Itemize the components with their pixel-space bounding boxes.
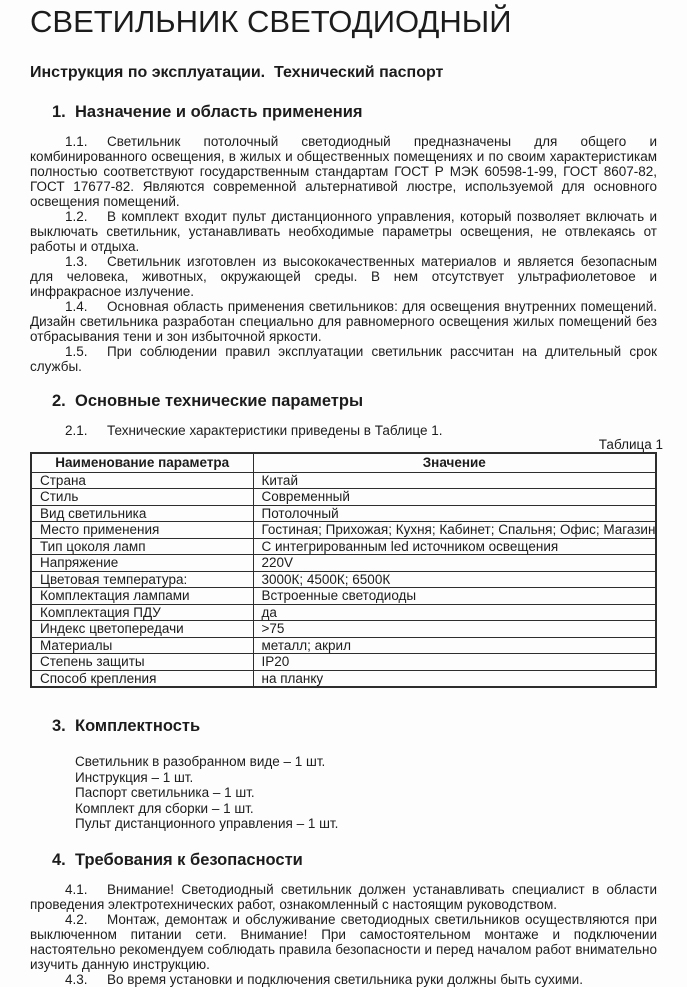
cell-parameter: Место применения (31, 522, 253, 539)
paragraph-4-1 (30, 882, 657, 912)
cell-value: >75 (253, 621, 656, 638)
cell-value: Гостиная; Прихожая; Кухня; Кабинет; Спальня; Офис; Магазин (253, 522, 656, 539)
cell-parameter: Материалы (31, 637, 253, 654)
section-2-title: Основные технические параметры (75, 392, 364, 410)
section-4-number: 4. (52, 850, 66, 869)
paragraph-2-1-text: Технические характеристики приведены в Таблице 1. (107, 423, 443, 438)
list-item: Инструкция – 1 шт. (75, 769, 194, 785)
cell-parameter: Цветовая температура: (31, 571, 253, 588)
paragraph-1-1-number: 1.1. (65, 134, 88, 149)
section-3-number: 3. (52, 717, 66, 735)
cell-parameter: Страна (31, 472, 253, 489)
paragraph-1-4-text: Основная область применения светильников: для освещения внутренних помещений. Дизайн светильника разработан специально для равномерного освещения жилых помещений без отбрасывания тени и зон избыточной яркости. (30, 299, 657, 344)
cell-value: металл; акрил (253, 637, 656, 654)
paragraph-1-5 (30, 344, 657, 374)
paragraph-1-2-text: В комплект входит пульт дистанционного управления, который позволяет включать и выключать светильник, устанавливать необходимые параметры освещения, не отвлекаясь от работы и отдыха. (30, 209, 657, 254)
section-2-intro (30, 423, 657, 438)
paragraph-1-5-number: 1.5. (65, 344, 88, 359)
column-header-parameter: Наименование параметра (31, 453, 253, 472)
document-title: СВЕТИЛЬНИК СВЕТОДИОДНЫЙ (30, 4, 512, 39)
spec-table-header-row (31, 453, 656, 472)
paragraph-1-5-text: При соблюдении правил эксплуатации светильник рассчитан на длительный срок службы. (30, 344, 657, 374)
list-item: Пульт дистанционного управления – 1 шт. (75, 816, 339, 831)
paragraph-4-2 (30, 912, 657, 972)
paragraph-1-1-text: Светильник потолочный светодиодный предназначены для общего и комбинированного освещения, в жилых и общественных помещениях и по своим характеристикам полностью соответствуют государственным стандартам ГОСТ Р МЭК 60598-1-99, ГОСТ 8607-82, ГОСТ 17677-82. Являются современной альтернативой люстре, используемой для основного освещения помещений. (30, 134, 657, 209)
cell-parameter: Комплектация ПДУ (31, 604, 253, 621)
cell-value: 220V (253, 555, 656, 572)
paragraph-1-4-number: 1.4. (65, 299, 88, 314)
paragraph-4-3-number: 4.3. (65, 971, 88, 987)
table-row (31, 522, 656, 539)
paragraph-4-3-text: Во время установки и подключения светильника руки должны быть сухими. (107, 971, 583, 987)
section-1-heading (52, 104, 657, 121)
cell-parameter: Комплектация лампами (31, 588, 253, 605)
cell-value: Встроенные светодиоды (253, 588, 656, 605)
cell-parameter: Способ крепления (31, 670, 253, 687)
table-row (31, 654, 656, 671)
table-row (31, 637, 656, 654)
section-4-title: Требования к безопасности (75, 850, 303, 869)
document-subtitle: Инструкция по эксплуатации. Технический паспорт (30, 64, 444, 81)
cell-parameter: Индекс цветопередачи (31, 621, 253, 638)
paragraph-4-3 (30, 972, 657, 987)
cell-value: на планку (253, 670, 656, 687)
spec-table (30, 452, 657, 688)
kit-contents-list (75, 754, 657, 832)
paragraph-1-2-number: 1.2. (65, 209, 88, 224)
paragraph-1-3-text: Светильник изготовлен из высококачественных материалов и является безопасным для человека, животных, окружающей среды. В нем отсутствует ультрафиолетовое и инфракрасное излучение. (30, 254, 657, 299)
table-row (31, 670, 656, 687)
paragraph-1-3-number: 1.3. (65, 254, 88, 269)
section-3-title: Комплектность (75, 717, 201, 735)
list-item: Комплект для сборки – 1 шт. (75, 800, 254, 816)
cell-parameter: Стиль (31, 489, 253, 506)
section-1-title: Назначение и область применения (75, 103, 363, 121)
section-2-number: 2. (52, 392, 66, 410)
paragraph-1-2 (30, 209, 657, 254)
table-row (31, 588, 656, 605)
table-row (31, 555, 656, 572)
cell-parameter: Степень защиты (31, 654, 253, 671)
section-4-body (30, 882, 657, 987)
table-row (31, 505, 656, 522)
cell-value: да (253, 604, 656, 621)
table-row (31, 489, 656, 506)
table-row (31, 538, 656, 555)
paragraph-1-3 (30, 254, 657, 299)
cell-value: 3000К; 4500К; 6500К (253, 571, 656, 588)
paragraph-4-2-number: 4.2. (65, 911, 88, 927)
table-row (31, 571, 656, 588)
cell-value: IP20 (253, 654, 656, 671)
paragraph-2-1-number: 2.1. (65, 423, 88, 438)
paragraph-4-1-number: 4.1. (65, 881, 88, 897)
cell-parameter: Вид светильника (31, 505, 253, 522)
list-item: Светильник в разобранном виде – 1 шт. (75, 754, 326, 769)
list-item: Паспорт светильника – 1 шт. (75, 785, 255, 800)
section-2-heading (52, 393, 657, 410)
column-header-value: Значение (253, 453, 656, 472)
table-row (31, 604, 656, 621)
cell-value: Потолочный (253, 505, 656, 522)
section-3-heading (52, 718, 657, 735)
paragraph-1-4 (30, 299, 657, 344)
cell-parameter: Тип цоколя ламп (31, 538, 253, 555)
cell-value: С интегрированным led источником освещения (253, 538, 656, 555)
cell-value: Китай (253, 472, 656, 489)
cell-parameter: Напряжение (31, 555, 253, 572)
table-row (31, 621, 656, 638)
paragraph-4-2-text: Монтаж, демонтаж и обслуживание светодиодных светильников осуществляются при выключенном питании сети. Внимание! При самостоятельном монтаже и подключении настоятельно рекомендуем соблюдать правила безопасности и перед началом работ внимательно изучить данную инструкцию. (30, 911, 657, 972)
section-1-number: 1. (52, 103, 66, 121)
table-row (31, 472, 656, 489)
paragraph-2-1 (30, 423, 657, 438)
section-1-body (30, 134, 657, 374)
table-caption: Таблица 1 (598, 437, 663, 452)
paragraph-4-1-text: Внимание! Светодиодный светильник должен устанавливать специалист в области проведения электротехнических работ, ознакомленный с настоящим руководством. (30, 881, 657, 912)
section-4-heading (52, 852, 657, 869)
paragraph-1-1 (30, 134, 657, 209)
cell-value: Современный (253, 489, 656, 506)
